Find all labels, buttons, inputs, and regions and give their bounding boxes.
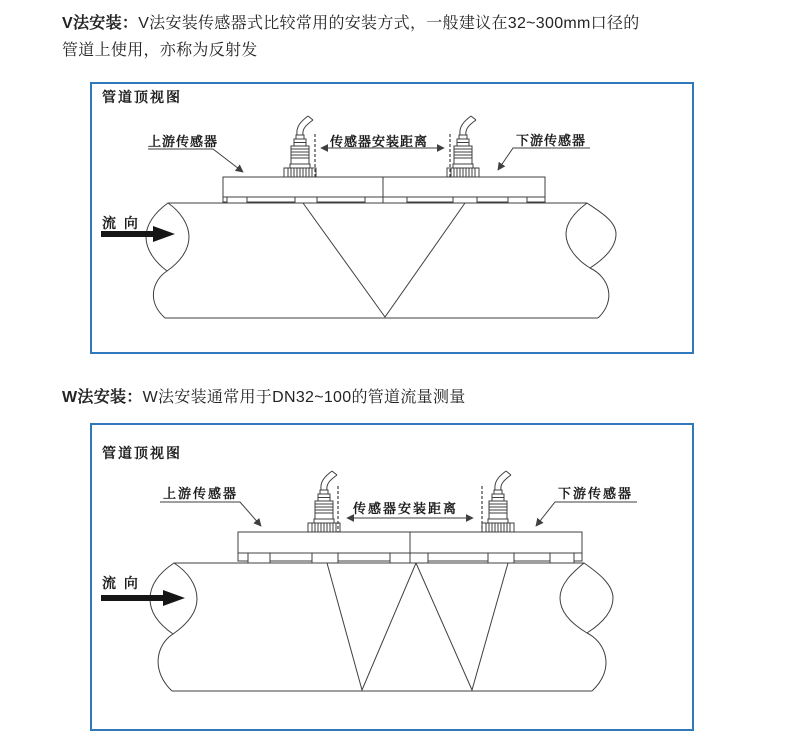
upstream-callout-arrow [160,502,261,526]
pipe-top-view-label: 管道顶视图 [102,445,182,461]
upstream-sensor-icon [308,471,340,532]
upstream-sensor-label: 上游传感器 [148,134,219,149]
flow-direction-label: 流 向 [102,215,140,231]
downstream-sensor-icon [482,471,514,532]
downstream-sensor-label: 下游传感器 [516,133,587,148]
sensor-distance-label: 传感器安装距离 [330,134,429,149]
w-method-heading-text: W法安装通常用于DN32~100的管道流量测量 [142,389,466,406]
v-method-heading-bold: V法安装： [62,15,139,32]
mounting-rail [223,177,545,203]
downstream-callout-arrow [536,502,637,526]
v-method-heading-text-line2: 管道上使用，亦称为反射发 [62,42,258,59]
upstream-sensor-icon [284,116,316,177]
pipe-drawing [150,563,613,691]
downstream-sensor-label: 下游传感器 [558,486,634,501]
pipe-right-end [566,203,616,268]
w-method-heading-bold: W法安装： [62,389,143,406]
downstream-sensor-icon [447,116,479,177]
sensor-distance-label: 传感器安装距离 [353,501,459,516]
downstream-callout-arrow [498,148,590,170]
upstream-sensor-label: 上游传感器 [163,486,239,501]
pipe-drawing [146,203,616,318]
w-sound-path [327,563,508,690]
w-method-diagram-box [90,423,694,731]
v-method-diagram-box [90,82,694,354]
w-method-diagram [92,425,692,729]
v-sound-path [303,203,465,317]
v-method-heading-text: V法安装传感器式比较常用的安装方式，一般建议在32~300mm口径的 [138,15,640,32]
flow-direction-label: 流 向 [102,575,140,591]
v-method-heading [62,10,722,64]
pipe-top-view-label: 管道顶视图 [102,89,182,105]
v-method-diagram [92,84,692,352]
w-method-heading [62,384,722,411]
mounting-rail [238,532,582,563]
upstream-callout-arrow [148,149,243,172]
pipe-right-end [560,563,613,633]
